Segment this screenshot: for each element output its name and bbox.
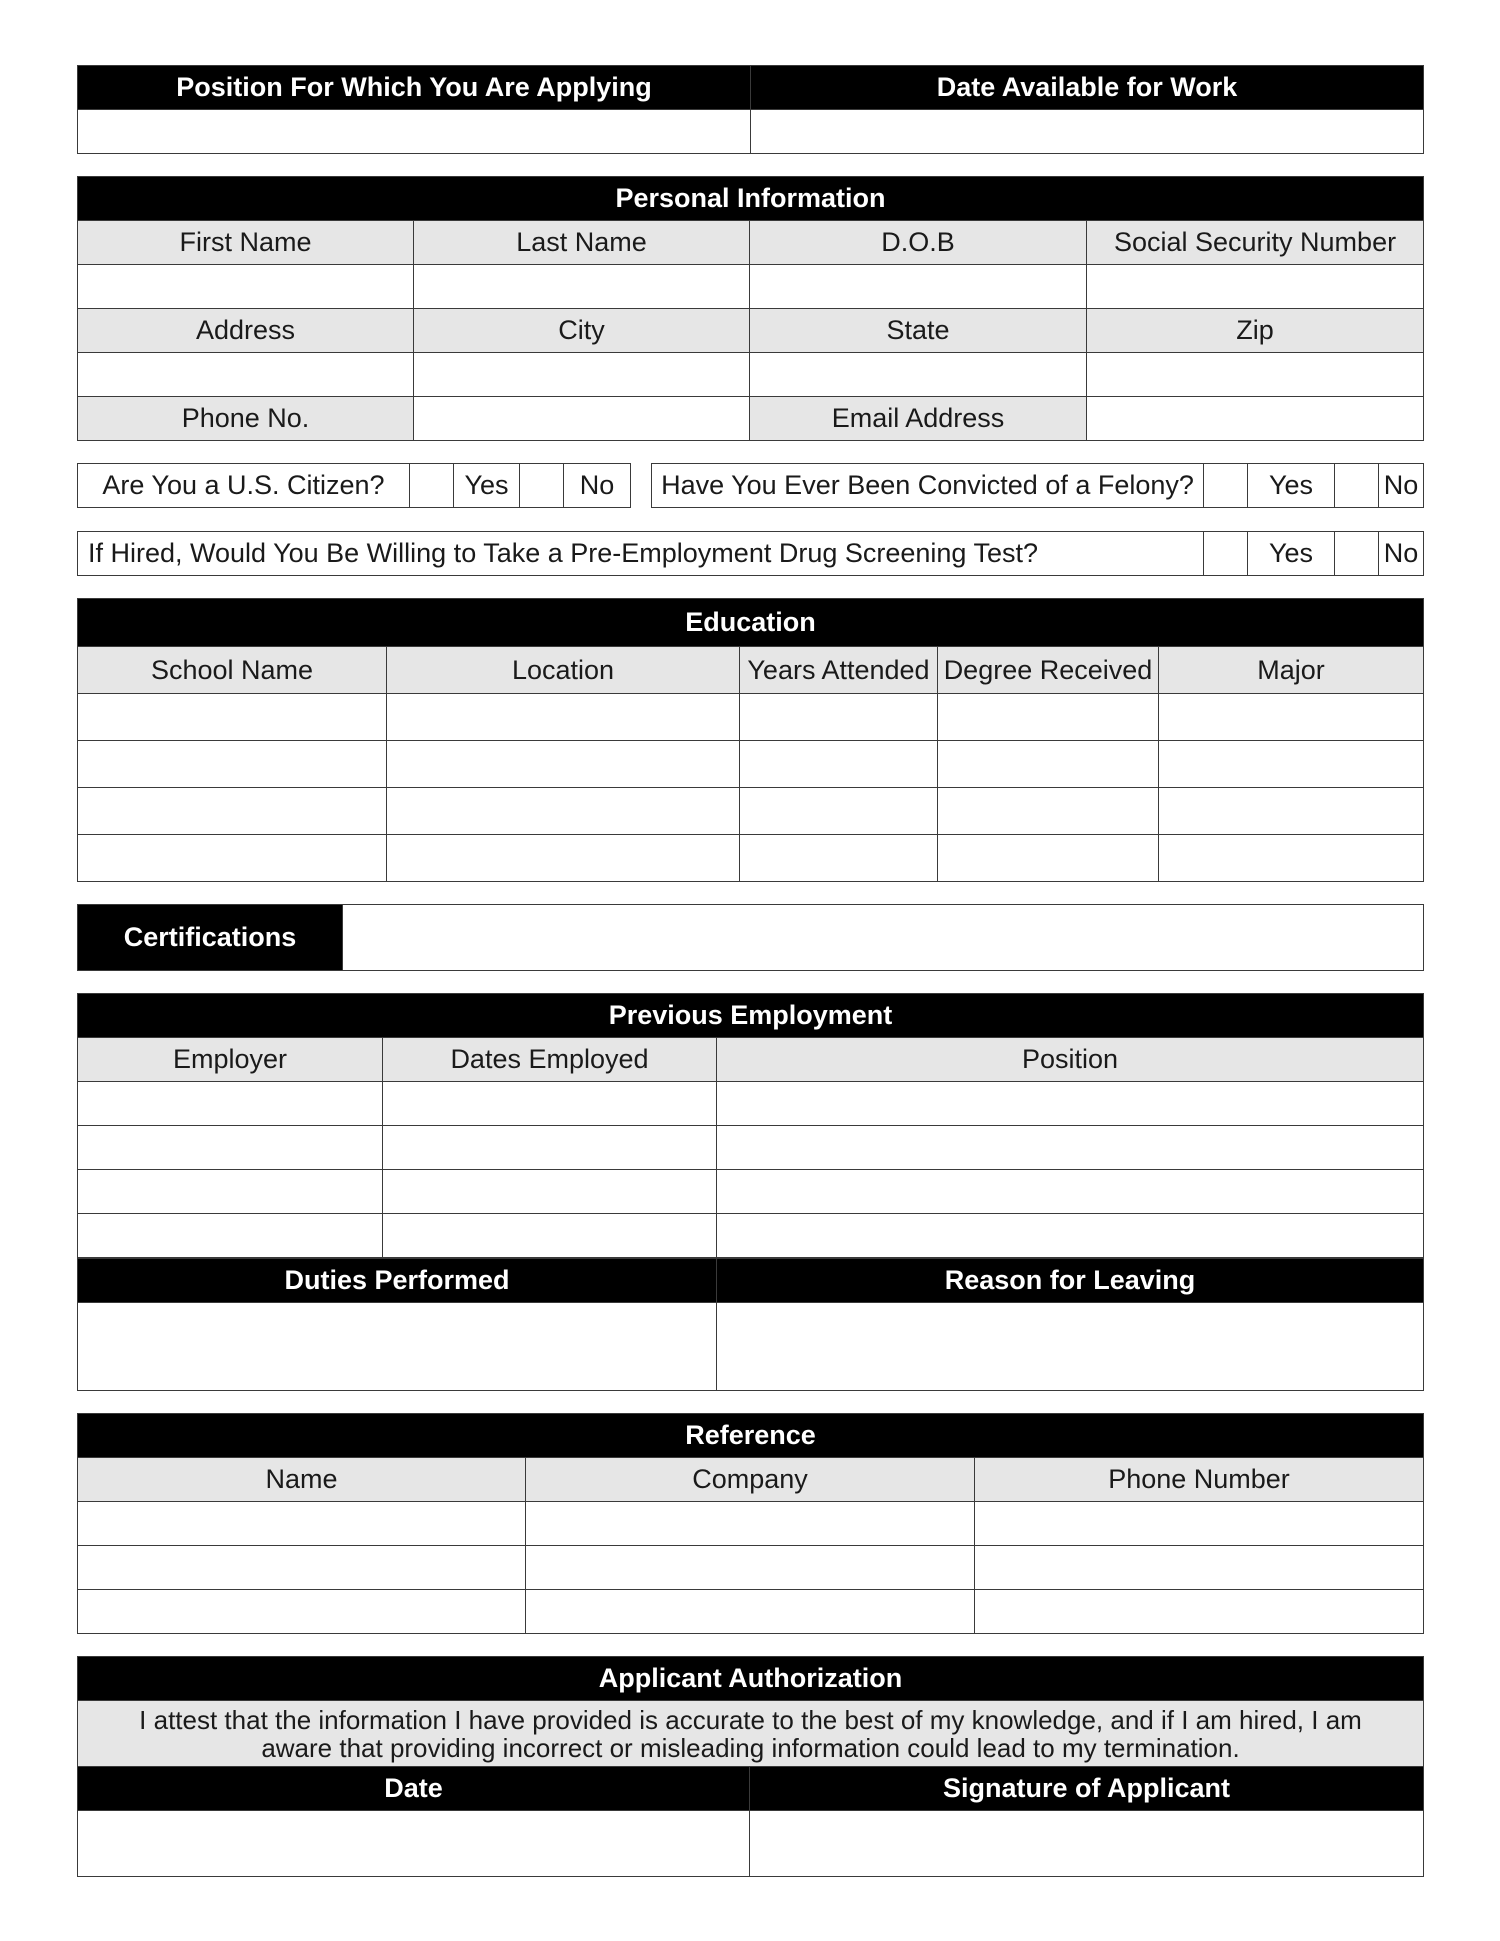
- education-row: [78, 835, 1424, 882]
- authorization-title: Applicant Authorization: [78, 1657, 1424, 1701]
- drug-screening-question: [77, 531, 1424, 576]
- signature-field[interactable]: [750, 1811, 1424, 1877]
- position-field[interactable]: [717, 1126, 1424, 1170]
- employment-row: [78, 1126, 1424, 1170]
- employer-field[interactable]: [78, 1170, 383, 1214]
- authorization-date-title: Date: [78, 1767, 750, 1811]
- email-field[interactable]: [1087, 397, 1424, 441]
- years-attended-field[interactable]: [740, 835, 938, 882]
- city-label: City: [414, 309, 750, 353]
- citizen-yes-checkbox[interactable]: [410, 464, 454, 508]
- degree-received-field[interactable]: [938, 835, 1159, 882]
- previous-employment-title: Previous Employment: [78, 994, 1424, 1038]
- felony-no-checkbox[interactable]: [1335, 464, 1379, 508]
- phone-label: Phone No.: [78, 397, 414, 441]
- drug-screening-label: If Hired, Would You Be Willing to Take a Pre-Employment Drug Screening Test?: [78, 532, 1204, 576]
- first-name-field[interactable]: [78, 265, 414, 309]
- duties-performed-title: Duties Performed: [78, 1259, 717, 1303]
- reference-company-header: Company: [526, 1458, 975, 1502]
- major-header: Major: [1159, 647, 1424, 694]
- position-header: Position: [717, 1038, 1424, 1082]
- location-field[interactable]: [387, 694, 740, 741]
- reference-company-field[interactable]: [526, 1502, 975, 1546]
- dates-employed-field[interactable]: [383, 1214, 717, 1258]
- ssn-label: Social Security Number: [1087, 221, 1424, 265]
- dates-employed-header: Dates Employed: [383, 1038, 717, 1082]
- city-field[interactable]: [414, 353, 750, 397]
- felony-label: Have You Ever Been Convicted of a Felony?: [652, 464, 1204, 508]
- reason-for-leaving-title: Reason for Leaving: [717, 1259, 1424, 1303]
- citizen-label: Are You a U.S. Citizen?: [78, 464, 410, 508]
- email-label: Email Address: [750, 397, 1087, 441]
- position-field[interactable]: [717, 1214, 1424, 1258]
- school-name-field[interactable]: [78, 788, 387, 835]
- address-label: Address: [78, 309, 414, 353]
- questions-row: [77, 441, 1423, 509]
- years-attended-field[interactable]: [740, 694, 938, 741]
- citizen-question: [77, 463, 631, 508]
- zip-field[interactable]: [1087, 353, 1424, 397]
- dob-label: D.O.B: [750, 221, 1087, 265]
- address-field[interactable]: [78, 353, 414, 397]
- position-section: [77, 65, 1424, 154]
- employer-header: Employer: [78, 1038, 383, 1082]
- reference-title: Reference: [78, 1414, 1424, 1458]
- personal-information-section: [77, 176, 1424, 441]
- authorization-statement: [78, 1701, 1424, 1767]
- citizen-no-label: No: [564, 464, 631, 508]
- duties-reason-section: [77, 1258, 1424, 1391]
- felony-yes-checkbox[interactable]: [1204, 464, 1248, 508]
- first-name-label: First Name: [78, 221, 414, 265]
- drug-no-label: No: [1379, 532, 1424, 576]
- years-attended-header: Years Attended: [740, 647, 938, 694]
- authorization-section: [77, 1656, 1424, 1877]
- major-field[interactable]: [1159, 788, 1424, 835]
- reference-row: [78, 1546, 1424, 1590]
- duties-performed-field[interactable]: [78, 1303, 717, 1391]
- personal-information-title: Personal Information: [78, 177, 1424, 221]
- years-attended-field[interactable]: [740, 741, 938, 788]
- education-title: Education: [78, 599, 1424, 647]
- reference-phone-field[interactable]: [975, 1546, 1424, 1590]
- school-name-header: School Name: [78, 647, 387, 694]
- reference-name-header: Name: [78, 1458, 526, 1502]
- degree-received-field[interactable]: [938, 694, 1159, 741]
- felony-no-label: No: [1379, 464, 1424, 508]
- drug-yes-label: Yes: [1248, 532, 1335, 576]
- reference-row: [78, 1590, 1424, 1634]
- authorization-statement-line-1: I attest that the information I have provided is accurate to the best of my knowledge, and if I am hired, I am: [139, 1704, 1362, 1735]
- certifications-field[interactable]: [343, 905, 1424, 971]
- employer-field[interactable]: [78, 1082, 383, 1126]
- certifications-title: Certifications: [78, 905, 343, 971]
- last-name-field[interactable]: [414, 265, 750, 309]
- phone-field[interactable]: [414, 397, 750, 441]
- drug-no-checkbox[interactable]: [1335, 532, 1379, 576]
- employment-row: [78, 1170, 1424, 1214]
- school-name-field[interactable]: [78, 694, 387, 741]
- reference-section: [77, 1413, 1424, 1634]
- reason-for-leaving-field[interactable]: [717, 1303, 1424, 1391]
- authorization-statement-line-2: aware that providing incorrect or misleading information could lead to my termination.: [261, 1732, 1240, 1763]
- zip-label: Zip: [1087, 309, 1424, 353]
- dob-field[interactable]: [750, 265, 1087, 309]
- major-field[interactable]: [1159, 835, 1424, 882]
- certifications-section: [77, 904, 1424, 971]
- date-available-label: Date Available for Work: [751, 66, 1424, 110]
- reference-name-field[interactable]: [78, 1590, 526, 1634]
- years-attended-field[interactable]: [740, 788, 938, 835]
- state-label: State: [750, 309, 1087, 353]
- major-field[interactable]: [1159, 741, 1424, 788]
- last-name-label: Last Name: [414, 221, 750, 265]
- school-name-field[interactable]: [78, 741, 387, 788]
- school-name-field[interactable]: [78, 835, 387, 882]
- degree-received-header: Degree Received: [938, 647, 1159, 694]
- position-label: Position For Which You Are Applying: [78, 66, 751, 110]
- date-available-field[interactable]: [751, 110, 1424, 154]
- dates-employed-field[interactable]: [383, 1126, 717, 1170]
- reference-name-field[interactable]: [78, 1546, 526, 1590]
- position-field[interactable]: [717, 1082, 1424, 1126]
- location-field[interactable]: [387, 788, 740, 835]
- reference-company-field[interactable]: [526, 1546, 975, 1590]
- citizen-yes-label: Yes: [454, 464, 520, 508]
- reference-phone-field[interactable]: [975, 1590, 1424, 1634]
- reference-row: [78, 1502, 1424, 1546]
- previous-employment-section: [77, 993, 1424, 1258]
- education-row: [78, 741, 1424, 788]
- location-field[interactable]: [387, 835, 740, 882]
- drug-yes-checkbox[interactable]: [1204, 532, 1248, 576]
- education-section: [77, 598, 1424, 882]
- employer-field[interactable]: [78, 1126, 383, 1170]
- reference-phone-field[interactable]: [975, 1502, 1424, 1546]
- dates-employed-field[interactable]: [383, 1082, 717, 1126]
- felony-yes-label: Yes: [1248, 464, 1335, 508]
- reference-phone-header: Phone Number: [975, 1458, 1424, 1502]
- signature-title: Signature of Applicant: [750, 1767, 1424, 1811]
- citizen-no-checkbox[interactable]: [520, 464, 564, 508]
- dates-employed-field[interactable]: [383, 1170, 717, 1214]
- employer-field[interactable]: [78, 1214, 383, 1258]
- authorization-date-field[interactable]: [78, 1811, 750, 1877]
- application-form: [77, 65, 1423, 1877]
- reference-company-field[interactable]: [526, 1590, 975, 1634]
- ssn-field[interactable]: [1087, 265, 1424, 309]
- employment-row: [78, 1214, 1424, 1258]
- position-field[interactable]: [717, 1170, 1424, 1214]
- degree-received-field[interactable]: [938, 741, 1159, 788]
- felony-question: [651, 463, 1424, 508]
- employment-row: [78, 1082, 1424, 1126]
- education-row: [78, 694, 1424, 741]
- degree-received-field[interactable]: [938, 788, 1159, 835]
- reference-name-field[interactable]: [78, 1502, 526, 1546]
- position-field[interactable]: [78, 110, 751, 154]
- state-field[interactable]: [750, 353, 1087, 397]
- major-field[interactable]: [1159, 694, 1424, 741]
- education-row: [78, 788, 1424, 835]
- location-header: Location: [387, 647, 740, 694]
- location-field[interactable]: [387, 741, 740, 788]
